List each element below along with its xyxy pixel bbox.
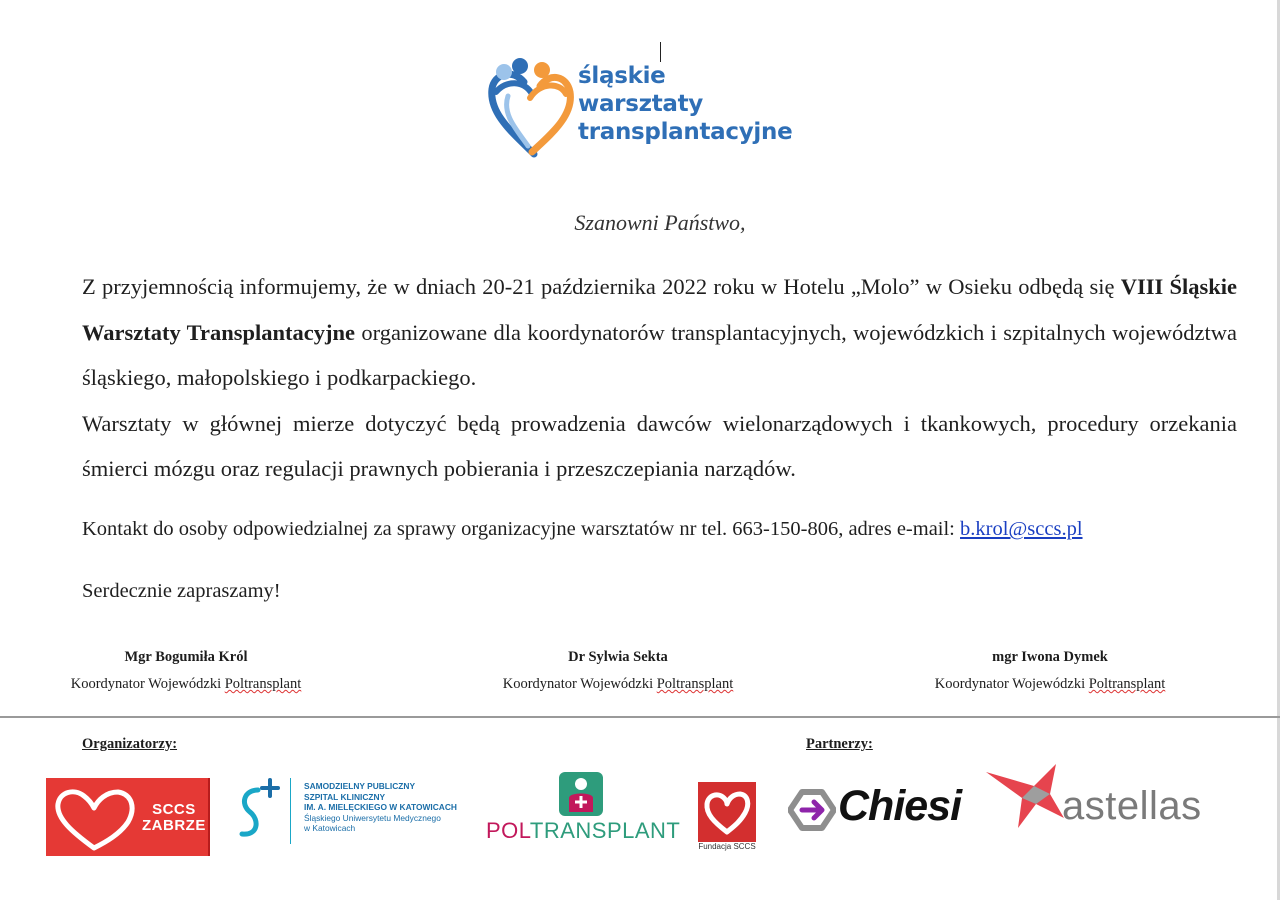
event-name: VIII Śląskie Warsztaty Transplantacyjne bbox=[82, 274, 1237, 345]
fundacja-sccs-logo bbox=[698, 782, 756, 842]
signature-org: Poltransplant bbox=[224, 676, 302, 692]
astellas-star-icon bbox=[984, 764, 1064, 828]
hospital-logo-icon bbox=[232, 778, 284, 848]
contact-email-link[interactable]: b.krol@sccs.pl bbox=[960, 518, 1083, 540]
signature-role bbox=[900, 675, 1200, 693]
sccs-wordmark bbox=[142, 802, 206, 834]
paragraph-announcement bbox=[82, 264, 1237, 401]
hospital-logo-divider bbox=[290, 778, 291, 844]
letter-greeting: Szanowni Państwo, bbox=[574, 210, 746, 235]
astellas-wordmark: astellas bbox=[1062, 784, 1202, 828]
paragraph-topics: Warsztaty w głównej mierze dotyczyć będą prowadzenia dawców wielonarządowych i tkankowych, procedury orzekania śmierci mózgu oraz regulacji prawnych pobierania i przeszczepiania narządów. bbox=[82, 410, 1237, 481]
hospital-line-4: Śląskiego Uniwersytetu Medycznego bbox=[304, 812, 441, 823]
poltransplant-logo-icon bbox=[559, 772, 603, 816]
poltransplant-wordmark bbox=[486, 818, 680, 844]
hospital-line-1: SAMODZIELNY PUBLICZNY bbox=[304, 781, 416, 791]
signature-block bbox=[468, 648, 768, 693]
event-logo bbox=[484, 54, 794, 162]
hospital-logo-text bbox=[304, 781, 457, 834]
fundacja-heart-icon bbox=[698, 782, 756, 842]
letter-body bbox=[82, 264, 1237, 492]
signature-name: mgr Iwona Dymek bbox=[992, 649, 1108, 665]
chiesi-wordmark: Chiesi bbox=[838, 782, 962, 830]
signature-role bbox=[36, 675, 336, 693]
contact-line bbox=[82, 518, 1083, 541]
announcement-text-start: Z przyjemnością informujemy, że w dniach 20-21 października 2022 roku w Hotelu „Molo” w Osieku odbędą się bbox=[82, 274, 1121, 299]
signature-role bbox=[468, 675, 768, 693]
sccs-line-2: ZABRZE bbox=[142, 817, 206, 834]
organizers-label: Organizatorzy: bbox=[82, 736, 178, 752]
logo-line-1: śląskie bbox=[578, 63, 666, 89]
hospital-line-5: w Katowicach bbox=[304, 823, 356, 833]
poltransplant-part-2: TRANSPLANT bbox=[529, 818, 681, 843]
signature-role-text: Koordynator Wojewódzki bbox=[502, 676, 657, 692]
chiesi-logo-icon bbox=[788, 788, 836, 832]
logo-line-3: transplantacyjne bbox=[578, 119, 793, 145]
poltransplant-part-1: POL bbox=[486, 818, 530, 843]
heart-people-logo-icon bbox=[484, 54, 584, 162]
signature-name: Dr Sylwia Sekta bbox=[568, 649, 668, 665]
signature-org: Poltransplant bbox=[1088, 676, 1166, 692]
signature-role-text: Koordynator Wojewódzki bbox=[934, 676, 1089, 692]
partners-label: Partnerzy: bbox=[806, 736, 873, 752]
event-logo-wordmark bbox=[578, 62, 792, 146]
fundacja-sccs-label: Fundacja SCCS bbox=[698, 842, 756, 851]
sccs-zabrze-logo bbox=[46, 778, 210, 856]
announcement-text-end: organizowane dla koordynatorów transplantacyjnych, wojewódzkich i szpitalnych województwa śląskiego, małopolskiego i podkarpackiego. bbox=[82, 319, 1237, 390]
signature-block bbox=[900, 648, 1200, 693]
logo-line-2: warsztaty bbox=[578, 91, 703, 117]
sccs-line-1: SCCS bbox=[152, 801, 196, 818]
signature-org: Poltransplant bbox=[656, 676, 734, 692]
signature-role-text: Koordynator Wojewódzki bbox=[70, 676, 225, 692]
signature-name: Mgr Bogumiła Król bbox=[124, 649, 248, 665]
hospital-line-3: IM. A. MIELĘCKIEGO W KATOWICACH bbox=[304, 802, 457, 812]
contact-text: Kontakt do osoby odpowiedzialnej za sprawy organizacyjne warsztatów nr tel. 663-150-806, adres e-mail: bbox=[82, 518, 961, 540]
invitation-text: Serdecznie zapraszamy! bbox=[82, 580, 281, 602]
signature-block bbox=[36, 648, 336, 693]
sccs-heart-icon bbox=[46, 778, 142, 856]
footer-divider bbox=[0, 716, 1280, 718]
hospital-line-2: SZPITAL KLINICZNY bbox=[304, 791, 386, 802]
